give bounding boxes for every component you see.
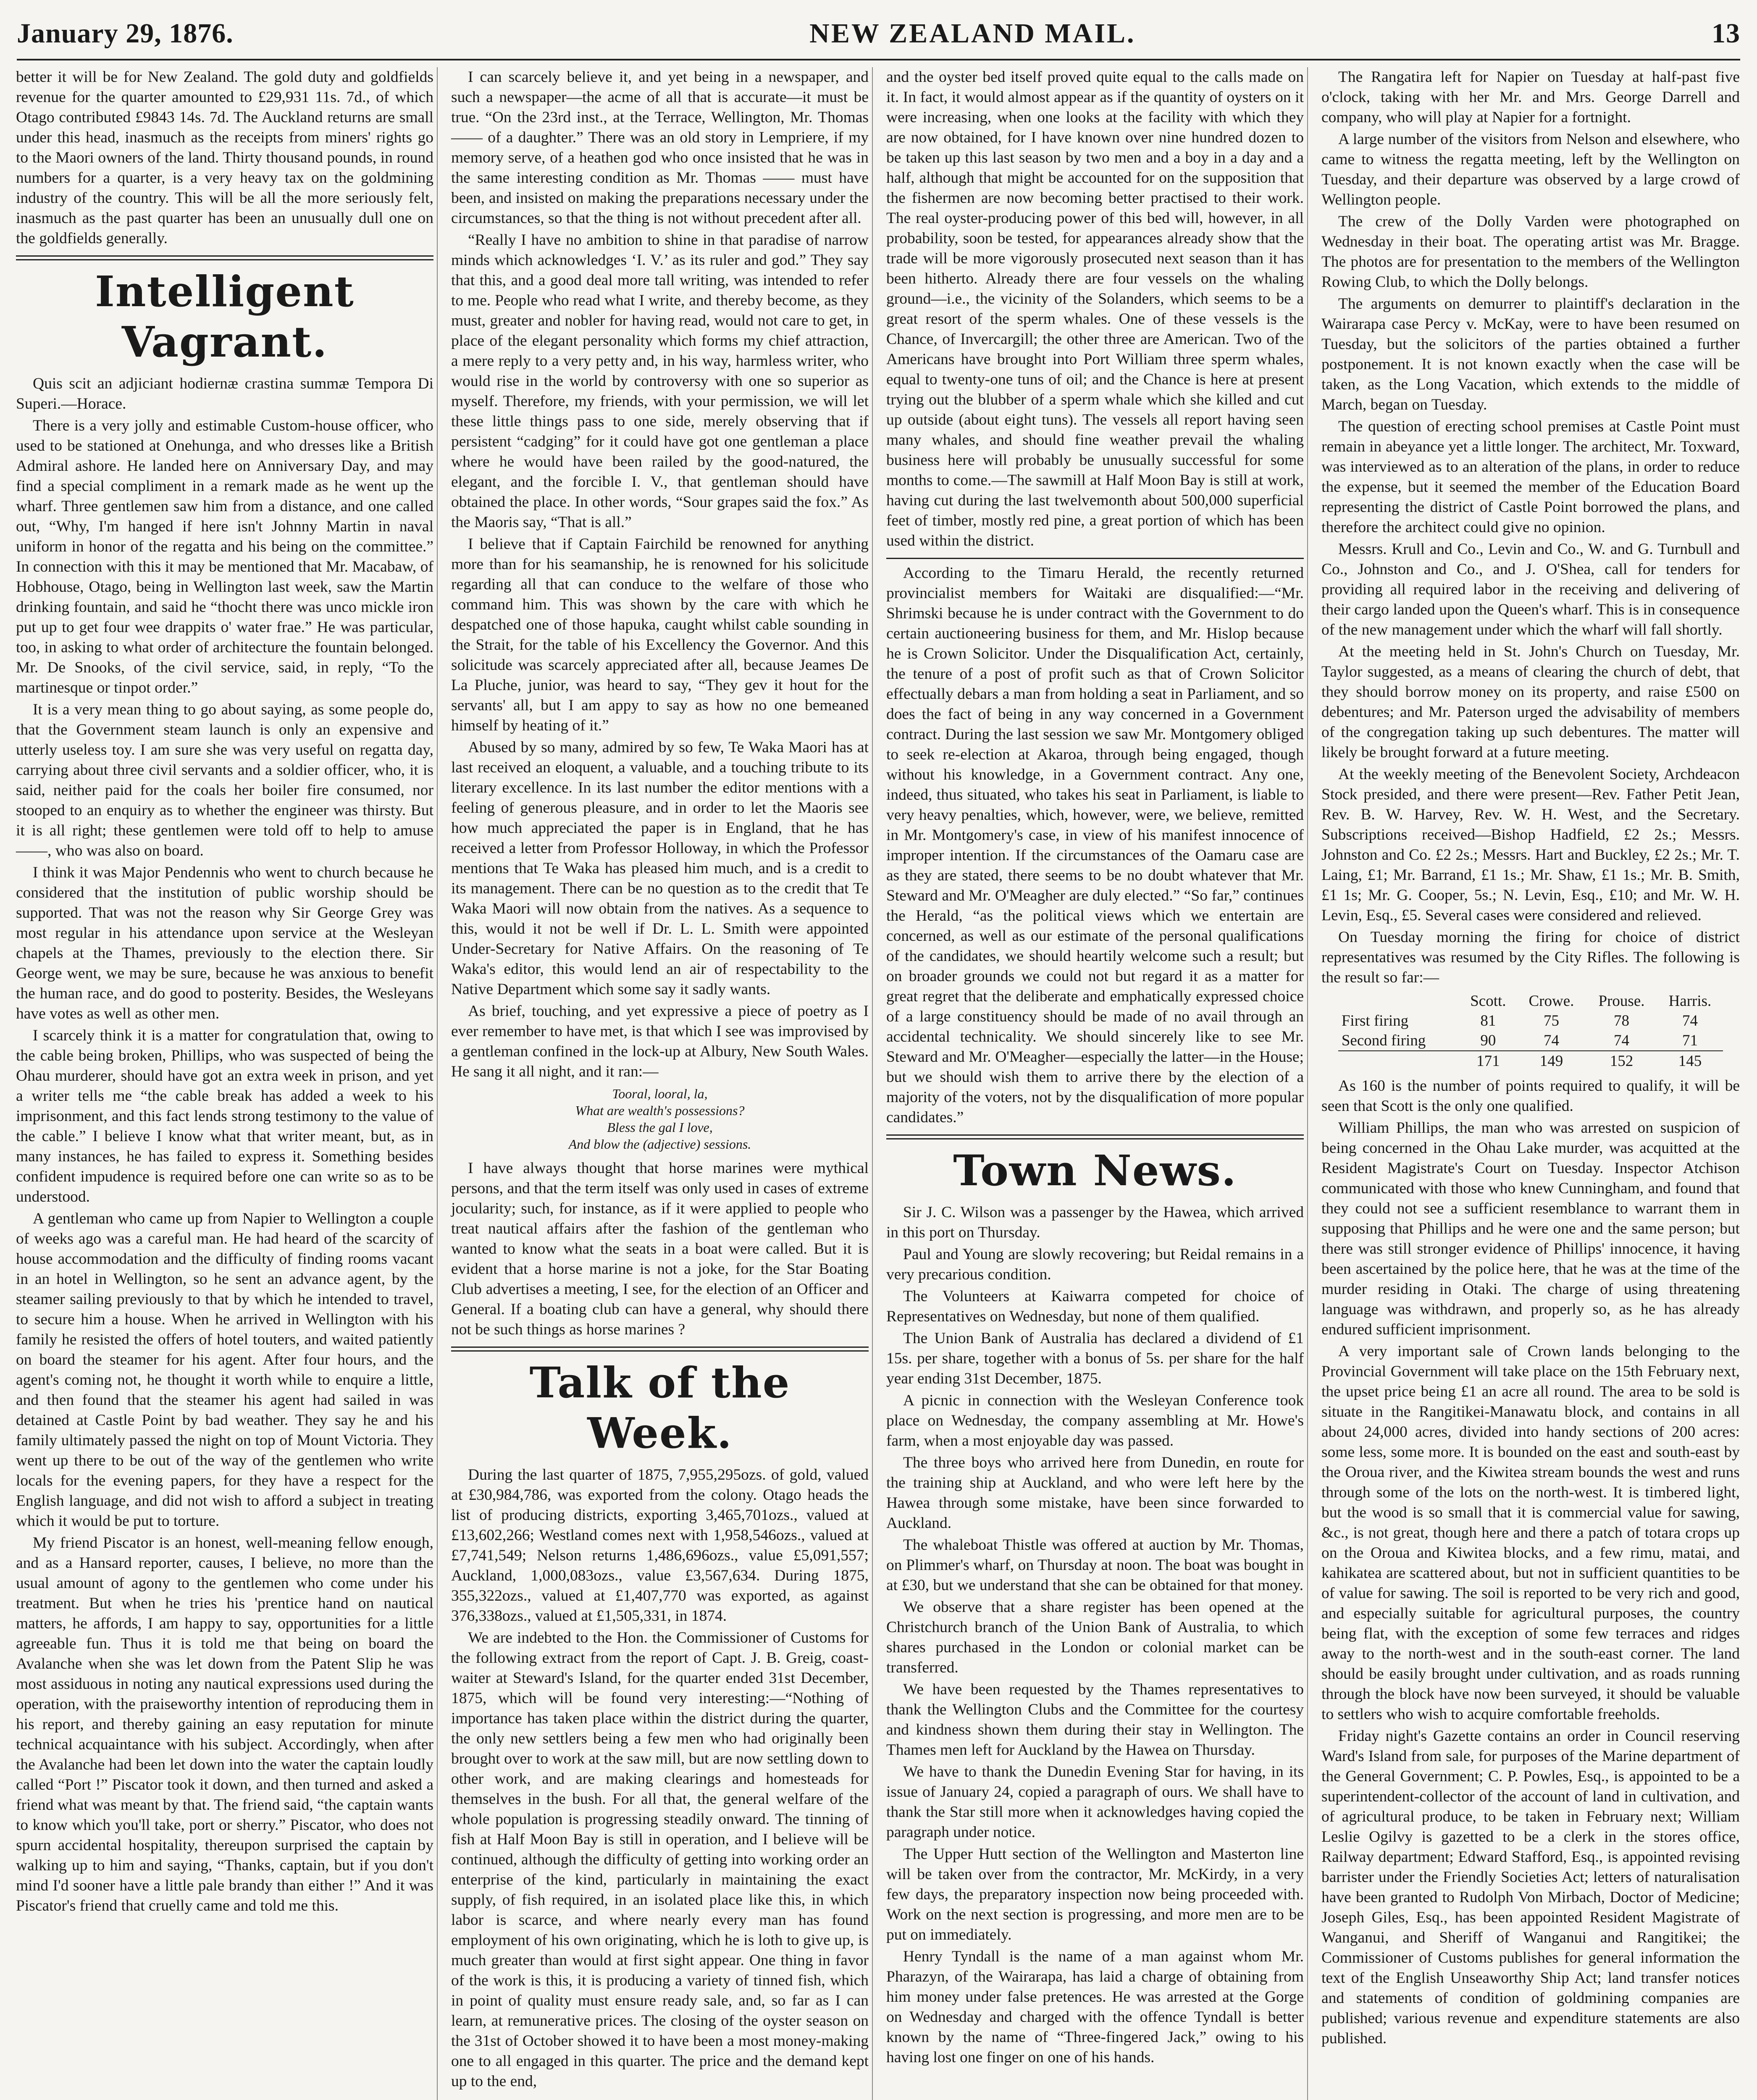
column-1 <box>13 67 438 2100</box>
section-title-town-news: Town News. <box>953 1146 1237 1195</box>
article-paragraph: Messrs. Krull and Co., Levin and Co., W. and G. Turnbull and Co., Johnston and Co., and J. O'Shea, call for tenders for providing all required labor in the receiving and delivering of their cargo landed upon the Queen's wharf. This is in consequence of the new management under which the wharf will fall shortly. <box>1321 541 1740 638</box>
table-cell: 74 <box>1682 1012 1698 1029</box>
motto: Quis scit an adjiciant hodiernæ crastina summæ Tempora Di Superi.—Horace. <box>16 375 433 412</box>
table-header: Crowe. <box>1529 992 1574 1010</box>
article-paragraph: We are indebted to the Hon. the Commissioner of Customs for the following extract from the report of Capt. J. B. Greig, coast-waiter at Steward's Island, for the quarter ended 31st December, 1875, which will be found very interesting:—“Nothing of importance has taken place within the district during the quarter, the only new settlers being a few men who had originally been brought over to work at the saw mill, but are now settling down to other work, and are making clearings and homesteads for themselves in the bush. For all that, the general welfare of the whole population is progressing steadily onward. The tinning of fish at Half Moon Bay is still in operation, and I believe will be continued, although the difficulty of getting into working order an enterprise of the kind, particularly in maintaining the exact supply, of fish required, in an isolated place like this, in which labor is scarce, and where nearly every man has found employment of his own originating, which he is loth to give up, is much greater than would at first sight appear. One thing in favor of the work is this, it is producing a variety of tinned fish, which in point of quality must ensure ready sale, and, so far as I can learn, at remunerative prices. The closing of the oyster season on the 31st of October showed it to have been a most money-making one to all engaged in this quarter. The price and the demand kept up to the end, <box>451 1629 869 2090</box>
article-paragraph: The Union Bank of Australia has declared a dividend of £1 15s. per share, together with a bonus of 5s. per share for the half year ending 31st December, 1875. <box>886 1330 1304 1387</box>
article-paragraph: Henry Tyndall is the name of a man against whom Mr. Pharazyn, of the Wairarapa, has laid a charge of obtaining from him money under false pretences. He was arrested at the Gorge on Wednesday and charged with the offence Tyndall is better known by the name of “Three-fingered Jack,” owing to his having lost one finger on one of his hands. <box>886 1948 1304 2066</box>
page-number: 13 <box>1712 18 1740 49</box>
article-paragraph: Paul and Young are slowly recovering; but Reidal remains in a very precarious condition. <box>886 1246 1304 1283</box>
masthead <box>17 8 1740 60</box>
issue-date: January 29, 1876. <box>17 18 234 49</box>
article-paragraph: better it will be for New Zealand. The gold duty and goldfields revenue for the quarter amounted to £29,931 11s. 7d., of which Otago contributed £9843 14s. 7d. The Auckland returns are small under this head, inasmuch as the receipts from miners' rights go to the Maori owners of the land. Thirty thousand pounds, in round numbers for a quarter, is a very heavy tax on the goldmining industry of the country. This will be all the more seriously felt, inasmuch as the past quarter has been an unusually dull one on the goldfields generally. <box>16 68 433 247</box>
article-paragraph: As brief, touching, and yet expressive a piece of poetry as I ever remember to have met, is that which I see was improvised by a gentleman confined in the lock-up at Albury, New South Wales. He sang it all night, and it ran:— <box>451 1003 869 1080</box>
article-paragraph: “Really I have no ambition to shine in that paradise of narrow minds which acknowledges ‘I. V.’ as its ruler and god.” They say that this, and a good deal more tall writing, was intended to refer to me. People who read what I write, and thereby become, as they must, greater and nobler for having read, would not care to get, in place of the elegant personality which forms my chief attraction, a mere reply to a very petty and, in his way, harmless writer, who would rise in the world by controversy with one so superior as myself. Therefore, my friends, with your permission, we will let these little things pass to one side, merely observing that if persistent “cadging” for it could have got one gentleman a place where he would have been railed by the good-natured, the elegant, and the forcible I. V., that gentleman should have obtained the place. In other words, “Sour grapes said the fox.” As the Maoris say, “That is all.” <box>451 231 869 531</box>
poem-line: What are wealth's possessions? <box>575 1103 745 1118</box>
article-paragraph: The Upper Hutt section of the Wellington and Masterton line will be taken over from the contractor, Mr. McKirdy, in a very few days, the preparatory inspection now being proceeded with. Work on the next section is progressing, and more men are to be put on immediately. <box>886 1845 1304 1943</box>
article-paragraph: The Volunteers at Kaiwarra competed for choice of Representatives on Wednesday, but none of them qualified. <box>886 1288 1304 1325</box>
columns <box>13 67 1743 2100</box>
article-paragraph: We observe that a share register has been opened at the Christchurch branch of the Union Bank of Australia, to which shares purchased in the London or colonial market can be transferred. <box>886 1599 1304 1676</box>
article-paragraph: My friend Piscator is an honest, well-meaning fellow enough, and as a Hansard reporter, causes, I believe, no more than the usual amount of agony to the gentlemen who come under his treatment. But when he tries his 'prentice hand on nautical matters, he affords, I am happy to say, opportunities for a little agreeable fun. Thus it is told me that being on board the Avalanche when she was let down from the Patent Slip he was most assiduous in noting any nautical expressions used during the operation, with the praiseworthy intention of reproducing them in his report, and thereby gaining an easy reputation for minute technical acquaintance with his subject. Accordingly, when after the Avalanche had been let down into the water the captain loudly called “Port !” Piscator took it down, and then turned and asked a friend what was meant by that. The friend said, “the captain wants to know which you'll take, port or sherry.” Piscator, who does not spurn accidental hospitality, thereupon surprised the captain by walking up to him and saying, “Thanks, captain, but if you don't mind I'd sooner have a little pale brandy than either !” And it was Piscator's friend that cruelly came and told me this. <box>16 1534 433 1914</box>
article-paragraph: We have been requested by the Thames representatives to thank the Wellington Clubs and the Committee for the courtesy and kindness shown them during their stay in Wellington. The Thames men left for Auckland by the Hawea on Thursday. <box>886 1681 1304 1759</box>
poem-line: Bless the gal I love, <box>607 1120 713 1135</box>
table-row <box>1338 1031 1723 1051</box>
article-paragraph: The arguments on demurrer to plaintiff's declaration in the Wairarapa case Percy v. McKay, were to have been resumed on Tuesday, but the solicitors of the parties obtained a further postponement. It is not known exactly when the case will be taken, as the Long Vacation, which extends to the middle of March, began on Tuesday. <box>1321 295 1740 413</box>
article-rule <box>886 558 1304 559</box>
section-title-intelligent-vagrant: Intelligent Vagrant. <box>95 267 355 367</box>
article-paragraph: The three boys who arrived here from Dunedin, en route for the training ship at Auckland, and who were left here by the Hawea through some mistake, have been since forwarded to Auckland. <box>886 1454 1304 1532</box>
article-paragraph: I can scarcely believe it, and yet being in a newspaper, and such a newspaper—the acme of all that is accurate—it must be true. “On the 23rd inst., at the Terrace, Wellington, Mr. Thomas —— of a daughter.” There was an old story in Lempriere, if my memory serve, of a heathen god who once insisted that he was in the same interesting condition as Mr. Thomas —— must have been, and insisted on making the preparations necessary under the circumstances, so that the thing is not without precedent after all. <box>451 68 869 227</box>
poem-line: Tooral, looral, la, <box>612 1086 708 1101</box>
table-cell: First firing <box>1341 1012 1409 1029</box>
section-title-talk-of-the-week: Talk of the Week. <box>529 1358 791 1458</box>
article-paragraph: As 160 is the number of points required to qualify, it will be seen that Scott is the only one qualified. <box>1321 1077 1740 1115</box>
article-paragraph: We have to thank the Dunedin Evening Star for having, in its issue of January 24, copied a paragraph of ours. We shall have to thank the Star still more when it acknowledges having copied the paragraph under notice. <box>886 1763 1304 1841</box>
article-paragraph: During the last quarter of 1875, 7,955,295ozs. of gold, valued at £30,984,786, was exported from the colony. Otago heads the list of producing districts, exporting 3,465,701ozs., valued at £13,602,266; Westland comes next with 1,958,546ozs., valued at £7,741,549; Nelson returns 1,486,696ozs., value £5,091,557; Auckland, 1,000,083ozs., value £3,567,634. During 1875, 355,322ozs., valued at £1,407,770 was exported, as against 376,338ozs., valued at £1,505,331, in 1874. <box>451 1466 869 1625</box>
table-cell: 90 <box>1480 1032 1496 1049</box>
table-cell: 74 <box>1614 1032 1629 1049</box>
table-header: Prouse. <box>1598 992 1645 1010</box>
section-rule <box>886 1134 1304 1139</box>
article-paragraph: The question of erecting school premises at Castle Point must remain in abeyance yet a little longer. The architect, Mr. Toxward, was interviewed as to an alteration of the plans, in order to reduce the expense, but it seemed the member of the Education Board representing the district of Castle Point borrowed the plans, and therefore the architect could give no opinion. <box>1321 418 1740 536</box>
article-paragraph: Abused by so many, admired by so few, Te Waka Maori has at last received an eloquent, a valuable, and a touching tribute to its literary excellence. In its last number the editor mentions with a feeling of generous pleasure, and in order to let the Maoris see how much appreciated the paper is in England, that he has received a letter from Professor Holloway, in which the Professor mentions that Te Waka has pleased him much, and is a credit to its management. There can be no question as to the credit that Te Waka Maori will now obtain from the natives. As a sequence to this, would it not be well if Dr. L. L. Smith were appointed Under-Secretary for Native Affairs. On the reasoning of Te Waka's editor, this would lend an air of respectability to the Native Department which some say it sadly wants. <box>451 739 869 998</box>
column-3 <box>883 67 1308 2100</box>
article-paragraph: At the meeting held in St. John's Church on Tuesday, Mr. Taylor suggested, as a means of clearing the church of debt, that they should borrow money on its property, and raise £500 on debentures; and Mr. Paterson urged the advisability of members of the congregation taking up such debentures. The matter will likely be brought forward at a future meeting. <box>1321 643 1740 761</box>
article-paragraph: William Phillips, the man who was arrested on suspicion of being concerned in the Ohau Lake murder, was acquitted at the Resident Magistrate's Court on Tuesday. Inspector Atchison communicated with those who knew Cunningham, and found that they could not see a sufficient resemblance to warrant them in supposing that Phillips and he were one and the same person; but there was still stronger evidence of Phillips' innocence, it having been ascertained by the police here, that he was at the time of the murder residing in Otaki. The charge of using threatening language was withdrawn, and properly so, as he has already endured sufficient imprisonment. <box>1321 1119 1740 1338</box>
article-paragraph: On Tuesday morning the firing for choice of district representatives was resumed by the City Rifles. The following is the result so far:— <box>1321 929 1740 986</box>
article-paragraph: According to the Timaru Herald, the recently returned provincialist members for Waitaki are disqualified:—“Mr. Shrimski because he is under contract with the Government to do certain auctioneering business for them, and Mr. Hislop because he is Crown Solicitor. Under the Disqualification Act, certainly, the tenure of a post of profit such as that of Crown Solicitor effectually debars a man from holding a seat in Parliament, and so does the fact of being in any way concerned in a Government contract. During the last session we saw Mr. Montgomery obliged to seek re-election at Akaroa, through being engaged, though without his knowledge, in a Government contract. Any one, indeed, thus situated, who takes his seat in Parliament, is liable to very heavy penalties, which, however, were, we believe, remitted in Mr. Montgomery's case, in view of his manifest innocence of improper intention. If the circumstances of the Oamaru case are as they are stated, there seems to be no doubt whatever that Mr. Steward and Mr. O'Meagher are duly elected.” “So far,” continues the Herald, “as the political views which we entertain are concerned, as well as our estimate of the personal qualifications of the candidates, we should heartily welcome such a result; but on broader grounds we could not but regard it as a matter for great regret that the deliberate and emphatically expressed choice of a large constituency should be made of no avail through an accidental technicality. We should sincerely like to see Mr. Steward and Mr. O'Meagher—especially the latter—in the House; but we should wish them to arrive there by the election of a majority of the voters, not by the disqualification of more popular candidates.” <box>886 564 1304 1126</box>
article-paragraph: The whaleboat Thistle was offered at auction by Mr. Thomas, on Plimmer's wharf, on Thursday at noon. The boat was bought in at £30, but we understand that she can be obtained for that money. <box>886 1536 1304 1594</box>
table-cell: 149 <box>1517 1051 1586 1071</box>
article-paragraph: A large number of the visitors from Nelson and elsewhere, who came to witness the regatta meeting, left by the Wellington on Tuesday, and their departure was observed by a large crowd of Wellington people. <box>1321 131 1740 208</box>
article-paragraph: I have always thought that horse marines were mythical persons, and that the term itself was only used in cases of extreme jocularity; such, for instance, as if it were applied to people who treat nautical affairs after the fashion of the gentleman who wanted to know what the seats in a boat were called. But it is evident that a horse marine is not a joke, for the Star Boating Club advertises a meeting, I see, for the election of an Officer and General. If a boating club can have a general, why should there not be such things as horse marines ? <box>451 1160 869 1338</box>
table-cell: 81 <box>1480 1012 1496 1029</box>
section-rule <box>451 1347 869 1352</box>
table-cell: 74 <box>1543 1032 1559 1049</box>
table-cell: Second firing <box>1341 1032 1426 1049</box>
poem-line: And blow the (adjective) sessions. <box>568 1137 751 1152</box>
table-cell: 71 <box>1682 1032 1698 1049</box>
table-cell: 75 <box>1543 1012 1559 1029</box>
article-paragraph: It is a very mean thing to go about saying, as some people do, that the Government steam launch is only an expensive and utterly useless toy. I am sure she was very useful on regatta day, carrying about three civil servants and a soldier officer, who, it is said, neither paid for the coals her boiler fire consumed, nor stooped to an enquiry as to whether the engineer was thirsty. But it is all right; these gentlemen were told off to help to amuse ——, who was also on board. <box>16 701 433 859</box>
table-header <box>1338 991 1460 1011</box>
article-paragraph: A gentleman who came up from Napier to Wellington a couple of weeks ago was a careful man. He had heard of the scarcity of house accommodation and the difficulty of finding rooms vacant in an hotel in Wellington, so he sent an advance agent, by the steamer sailing previously to that by which he intended to travel, to secure him a house. When he arrived in Wellington with his family he resisted the offers of hotel touters, and waited patiently on board the steamer for his agent. After four hours, and the agent's coming not, he thought it worth while to enquire a little, and then found that the steamer his agent had sailed in was detained at Castle Point by bad weather. They say he and his family ultimately passed the night on top of Mount Victoria. They went up there to be out of the way of the gentlemen who write locals for the evening papers, for they have a respect for the English language, and did not wish to afford a subject in treating which it would be put to torture. <box>16 1210 433 1530</box>
table-header-row <box>1338 991 1723 1011</box>
article-paragraph: I think it was Major Pendennis who went to church because he considered that the institution of public worship should be supported. That was not the reason why Sir George Grey was most regular in his attendance upon service at the Wesleyan chapels at the Thames, previously to the election there. Sir George went, we may be sure, because he was anxious to benefit the human race, and do good to posterity. Besides, the Wesleyans have votes as well as other men. <box>16 864 433 1022</box>
table-cell: 145 <box>1657 1051 1723 1071</box>
table-cell: 152 <box>1586 1051 1657 1071</box>
article-paragraph: At the weekly meeting of the Benevolent Society, Archdeacon Stock presided, and there were present—Rev. Father Petit Jean, Rev. B. W. Harvey, Rev. W. H. West, and the Secretary. Subscriptions received—Bishop Hadfield, £2 2s.; Messrs. Johnston and Co. £2 2s.; Messrs. Hart and Buckley, £2 2s.; Mr. T. Laing, £1; Mr. Barrand, £1 1s.; Mr. Shaw, £1 1s.; Mr. B. Smith, £1 1s; Mr. G. Cooper, 5s.; N. Levin, Esq., £10; and Mr. W. H. Levin, Esq., £5. Several cases were considered and relieved. <box>1321 766 1740 924</box>
article-paragraph: Friday night's Gazette contains an order in Council reserving Ward's Island from sale, for purposes of the Marine department of the General Government; C. P. Powles, Esq., is appointed to be a superintendent-collector of the account of land in cultivation, and of agricultural produce, to be taken in February next; William Leslie Ogilvy is gazetted to be a clerk in the stores office, Railway department; Edward Stafford, Esq., is appointed revising barrister under the Friendly Societies Act; letters of naturalisation have been granted to Rudolph Von Mirbach, Doctor of Medicine; Joseph Giles, Esq., has been appointed Resident Magistrate of Wanganui, and Sheriff of Wanganui and Rangitikei; the Commissioner of Customs publishes for general information the text of the English Unseaworthy Ship Act; land transfer notices and statements of condition of goldmining companies are published; various revenue and expenditure statements are also published. <box>1321 1727 1740 2047</box>
article-paragraph: I scarcely think it is a matter for congratulation that, owing to the cable being broken, Phillips, who was suspected of being the Ohau murderer, should have got an extra week in prison, and yet a writer tells me “the cable break has added a week to his imprisonment, and this fact lends strong testimony to the value of the cable.” I believe I know what that writer meant, but, as in many instances, he has failed to express it. Something besides confident impudence is required before one can write so as to be understood. <box>16 1027 433 1205</box>
table-cell: 78 <box>1614 1012 1629 1029</box>
article-paragraph: I believe that if Captain Fairchild be renowned for anything more than for his seamanship, he is renowned for his solicitude regarding all that can conduce to the welfare of those who command him. This was shown by the care with which he despatched one of those hapuka, caught whilst cable sounding in the Strait, for the table of his Excellency the Governor. And this solicitude was scarcely appreciated after all, because Jeames De La Pluche, junior, was heard to say, “They gev it hout for the servants' all, but I am appy to say as how no one bemeaned himself by heating of it.” <box>451 536 869 734</box>
article-paragraph: Sir J. C. Wilson was a passenger by the Hawea, which arrived in this port on Thursday. <box>886 1204 1304 1241</box>
poem <box>451 1085 869 1152</box>
article-paragraph: There is a very jolly and estimable Custom-house officer, who used to be stationed at Onehunga, and who dresses like a British Admiral ashore. He landed here on Anniversary Day, and may find a special compliment in a remark made as he went up the wharf. Three gentlemen saw him from a distance, and one called out, “Why, I'm hanged if here isn't Johnny Martin in naval uniform in honor of the regatta and his being on the committee.” In connection with this it may be mentioned that Mr. Macabaw, of Hobhouse, Otago, being in Wellington last week, saw the Martin drinking fountain, and said he “thocht there was unco mickle iron put up to get four wee drappits o' water frae.” He was particular, too, in asking to what order of architecture the fountain belonged. Mr. De Snooks, of the civil service, said, in reply, “To the martinesque or tinpot order.” <box>16 417 433 696</box>
section-rule <box>16 255 433 260</box>
table-header: Scott. <box>1470 992 1506 1010</box>
table-header: Harris. <box>1668 992 1712 1010</box>
table-row <box>1338 1011 1723 1031</box>
article-paragraph: A picnic in connection with the Wesleyan Conference took place on Wednesday, the company assembling at Mr. Howe's farm, when a most enjoyable day was passed. <box>886 1392 1304 1449</box>
rifle-results-table <box>1338 991 1723 1071</box>
table-total-row <box>1338 1051 1723 1071</box>
article-paragraph: The crew of the Dolly Varden were photographed on Wednesday in their boat. The operating artist was Mr. Bragge. The photos are for presentation to the members of the Wellington Rowing Club, to which the Dolly belongs. <box>1321 213 1740 291</box>
article-paragraph: The Rangatira left for Napier on Tuesday at half-past five o'clock, taking with her Mr. and Mrs. George Darrell and company, who will play at Napier for a fortnight. <box>1321 68 1740 126</box>
column-2 <box>448 67 873 2100</box>
article-paragraph: A very important sale of Crown lands belonging to the Provincial Government will take place on the 15th February next, the upset price being £1 an acre all round. The area to be sold is situate in the Rangitikei-Manawatu block, and contains in all about 24,000 acres, divided into handy sections of 200 acres: some less, some more. It is bounded on the east and south-east by the Oroua river, and the Kiwitea stream bounds the west and runs through some of the lots on the north-west. It is timbered light, but the wood is so small that it is commercial value for sawing, &c., is not great, though here and there a patch of totara crops up on the Oroua and Kiwitea blocks, and a few rimu, matai, and kahikatea are scattered about, but not in sufficient quantities to be of value for sawing. The soil is reported to be very rich and good, and especially suitable for agricultural purposes, the country being flat, with the exception of some few terraces and ridges away to the north-west and in the south-east corner. The land should be easily brought under cultivation, and as roads running through the block have now been surveyed, it should be valuable to settlers who wish to acquire comfortable freeholds. <box>1321 1343 1740 1723</box>
column-4 <box>1318 67 1743 2100</box>
table-cell: 171 <box>1460 1051 1516 1071</box>
table-cell <box>1338 1051 1460 1071</box>
newspaper-title: NEW ZEALAND MAIL. <box>809 18 1136 49</box>
article-paragraph: and the oyster bed itself proved quite equal to the calls made on it. In fact, it would almost appear as if the quantity of oysters on it were increasing, when one looks at the facility with which they are now obtained, for I have known over nine hundred dozen to be taken up this last season by two men and a boy in a day and a half, although that might be accounted for on the supposition that the fishermen are now becoming better practised to their work. The real oyster-producing power of this bed will, however, in all probability, soon be tested, for appearances already show that the trade will be more vigorously prosecuted next season than it has been hitherto. Already there are four vessels on the whaling ground—i.e., the vicinity of the Solanders, which seems to be a great resort of the sperm whales. One of these vessels is the Chance, of Invercargill; the other three are American. Two of the Americans have brought into Port William three sperm whales, equal to twenty-one tuns of oil; and the Chance is here at present trying out the blubber of a sperm whale which she killed and cut up outside (about eight tuns). The vessels all report having seen many whales, and should fine weather prevail the whaling business here will probably be unusually successful for some months to come.—The sawmill at Half Moon Bay is still at work, having cut during the last twelvemonth about 500,000 superficial feet of timber, mostly red pine, a great portion of which has been used within the district. <box>886 68 1304 549</box>
